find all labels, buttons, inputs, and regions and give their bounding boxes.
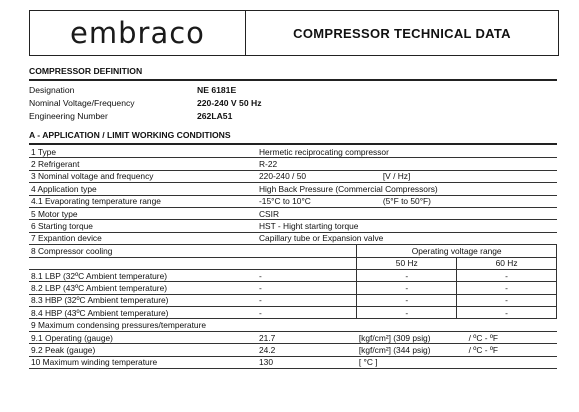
value-50hz: - (357, 269, 457, 281)
definition-heading: COMPRESSOR DEFINITION (29, 66, 143, 76)
application-divider (29, 143, 557, 145)
table-row (29, 356, 557, 368)
row-value: - (257, 282, 357, 294)
value-60hz: - (457, 294, 557, 306)
table-row (29, 220, 557, 232)
definition-divider (29, 79, 557, 81)
row-label: 8.2 LBP (43ºC Ambient temperature) (29, 282, 257, 294)
row-label: 8 Compressor cooling (29, 245, 257, 257)
freq-50-header: 50 Hz (357, 257, 457, 269)
row-value: - (257, 307, 357, 319)
row-unit: [ °C ] (357, 356, 557, 368)
definition-value: 220-240 V 50 Hz (197, 98, 262, 108)
row-label: 8.4 HBP (43ºC Ambient temperature) (29, 307, 257, 319)
empty-cell (29, 257, 257, 269)
row-value: HST - Hight starting torque (257, 220, 557, 232)
row-unit: [V / Hz] (357, 170, 557, 182)
embraco-logo: embraco (70, 16, 205, 50)
application-table (29, 146, 557, 369)
row-unit: (5°F to 50°F) (357, 195, 557, 207)
table-row (29, 195, 557, 207)
table-row (29, 294, 557, 306)
value-50hz: - (357, 294, 457, 306)
table-row (29, 269, 557, 281)
table-row (29, 331, 557, 343)
row-label: 9 Maximum condensing pressures/temperature (29, 319, 557, 331)
value-60hz: - (457, 307, 557, 319)
row-label: 9.2 Peak (gauge) (29, 344, 257, 356)
table-row (29, 146, 557, 158)
row-value: - (257, 269, 357, 281)
row-value: R-22 (257, 158, 557, 170)
application-heading: A - APPLICATION / LIMIT WORKING CONDITIONS (29, 130, 231, 140)
table-row (29, 170, 557, 182)
row-value: Capillary tube or Expansion valve (257, 232, 557, 244)
row-value: 21.7 (257, 331, 357, 343)
table-row (29, 307, 557, 319)
table-row (29, 245, 557, 257)
definition-value: NE 6181E (197, 85, 237, 95)
row-value: 130 (257, 356, 357, 368)
row-label: 10 Maximum winding temperature (29, 356, 257, 368)
row-label: 8.1 LBP (32ºC Ambient temperature) (29, 269, 257, 281)
table-row (29, 319, 557, 331)
row-label: 2 Refrigerant (29, 158, 257, 170)
row-value: CSIR (257, 207, 557, 219)
definition-value: 262LA51 (197, 111, 233, 121)
table-row (29, 207, 557, 219)
row-label: 4 Application type (29, 183, 257, 195)
row-label: 5 Motor type (29, 207, 257, 219)
value-50hz: - (357, 307, 457, 319)
row-unit: [kgf/cm²] (309 psig) (357, 331, 457, 343)
row-label: 4.1 Evaporating temperature range (29, 195, 257, 207)
voltage-range-header: Operating voltage range (357, 245, 557, 257)
row-temp-unit: / ºC - ºF (457, 331, 557, 343)
row-value: Hermetic reciprocating compressor (257, 146, 557, 158)
table-row (29, 282, 557, 294)
row-temp-unit: / ºC - ºF (457, 344, 557, 356)
row-label: 3 Nominal voltage and frequency (29, 170, 257, 182)
row-value: High Back Pressure (Commercial Compressors) (257, 183, 557, 195)
row-label: 8.3 HBP (32ºC Ambient temperature) (29, 294, 257, 306)
table-row (29, 257, 557, 269)
freq-60-header: 60 Hz (457, 257, 557, 269)
row-value: -15°C to 10°C (257, 195, 357, 207)
row-value: 24.2 (257, 344, 357, 356)
document-title: COMPRESSOR TECHNICAL DATA (293, 25, 511, 41)
definition-label: Designation (29, 85, 75, 95)
logo-cell (30, 11, 246, 55)
row-label: 7 Expantion device (29, 232, 257, 244)
row-value: - (257, 294, 357, 306)
row-label: 1 Type (29, 146, 257, 158)
document-header (29, 10, 559, 56)
definition-label: Engineering Number (29, 111, 108, 121)
definition-label: Nominal Voltage/Frequency (29, 98, 135, 108)
empty-cell (257, 245, 357, 257)
empty-cell (257, 257, 357, 269)
row-unit: [kgf/cm²] (344 psig) (357, 344, 457, 356)
value-50hz: - (357, 282, 457, 294)
value-60hz: - (457, 282, 557, 294)
table-row (29, 183, 557, 195)
row-value: 220-240 / 50 (257, 170, 357, 182)
value-60hz: - (457, 269, 557, 281)
row-label: 9.1 Operating (gauge) (29, 331, 257, 343)
table-row (29, 232, 557, 244)
table-row (29, 158, 557, 170)
table-row (29, 344, 557, 356)
row-label: 6 Starting torque (29, 220, 257, 232)
